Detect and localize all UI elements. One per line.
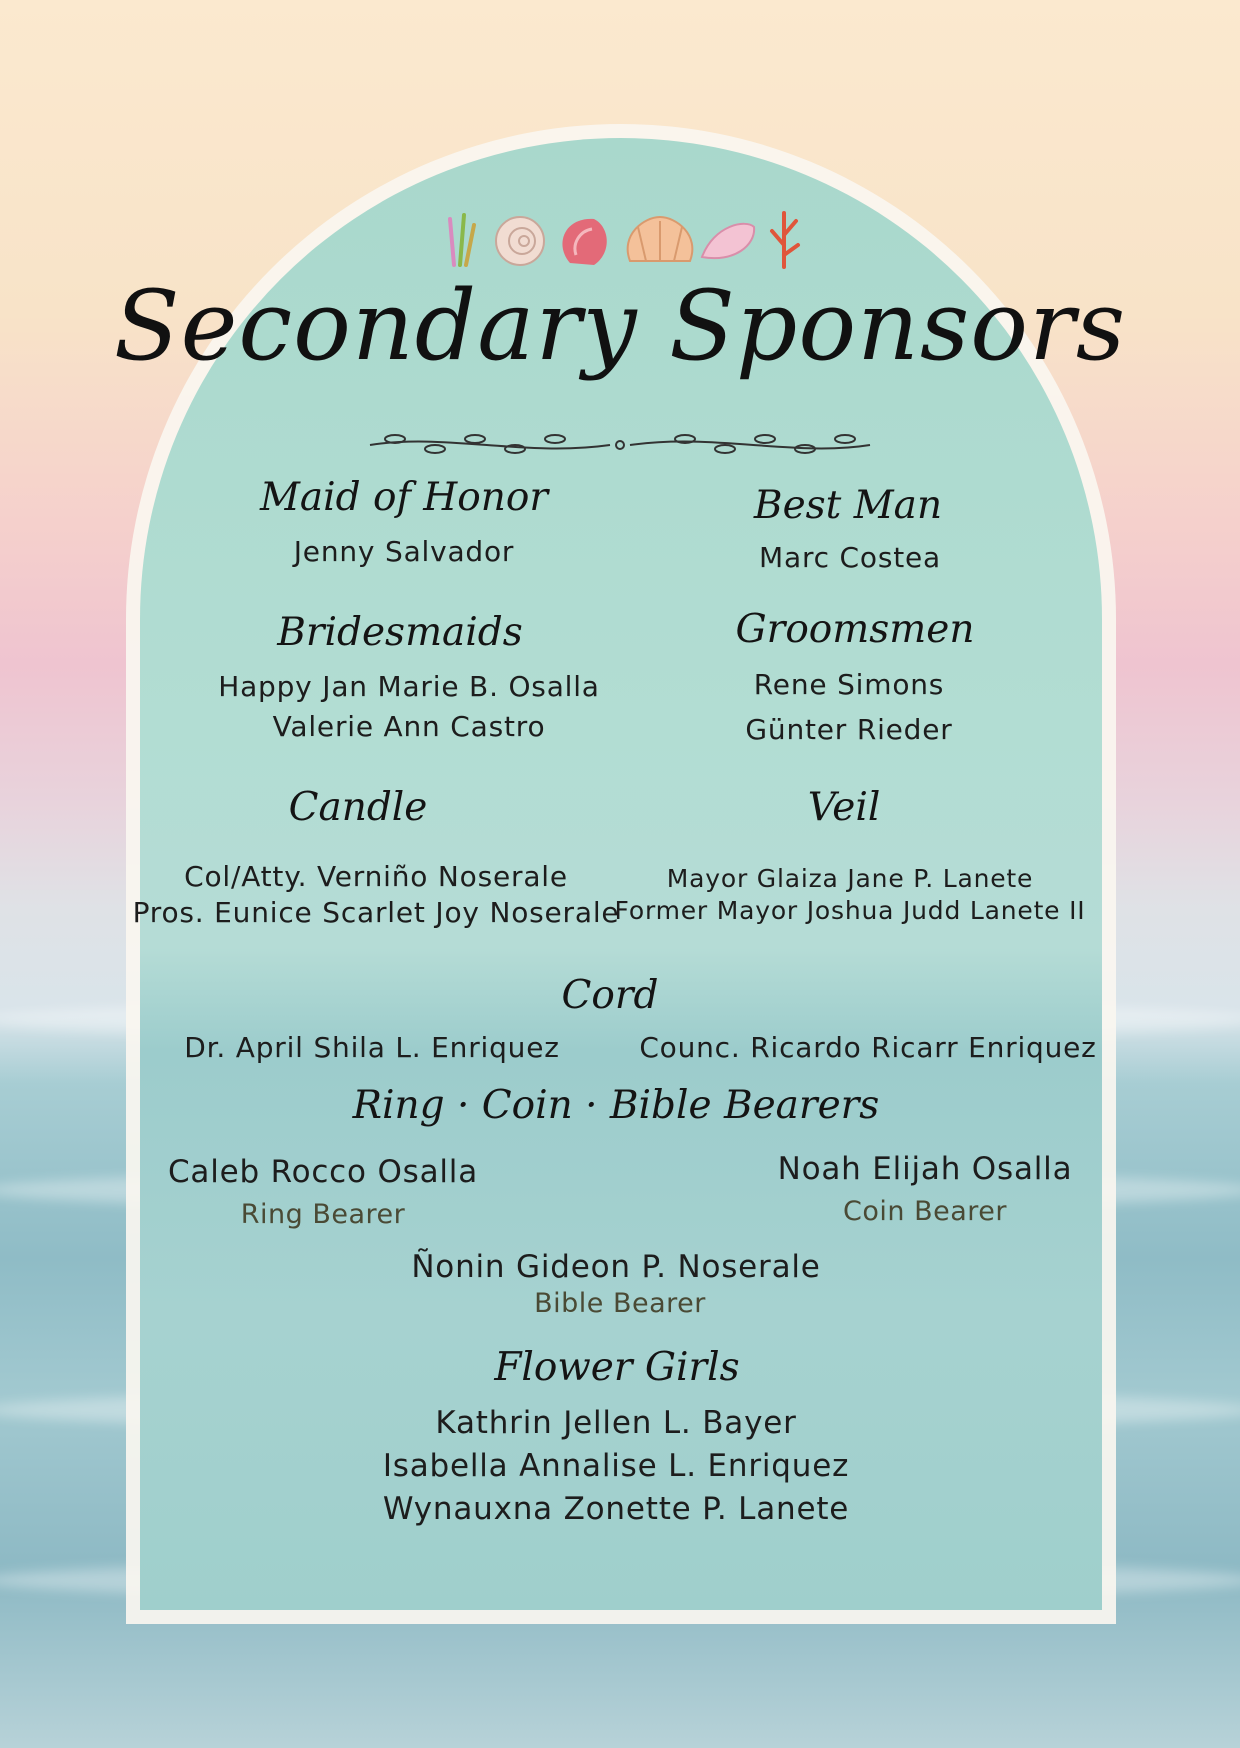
best-man-heading: Best Man	[753, 483, 943, 528]
flower-girls-heading: Flower Girls	[494, 1345, 740, 1390]
ring-bearer-role: Ring Bearer	[240, 1199, 406, 1230]
groomsman-name: Rene Simons	[753, 668, 945, 701]
ring-bearer-name: Caleb Rocco Osalla	[167, 1154, 479, 1190]
bridesmaid-name: Happy Jan Marie B. Osalla	[218, 670, 600, 703]
vine-divider-icon	[365, 425, 875, 465]
candle-sponsor-name: Col/Atty. Verniño Noserale	[184, 860, 568, 893]
flower-girl-name: Kathrin Jellen L. Bayer	[435, 1405, 797, 1441]
coin-bearer-name: Noah Elijah Osalla	[777, 1151, 1073, 1187]
bridesmaid-name: Valerie Ann Castro	[272, 710, 546, 743]
groomsmen-heading: Groomsmen	[735, 607, 975, 652]
veil-heading: Veil	[807, 785, 881, 830]
page-title: Secondary Sponsors	[113, 270, 1127, 382]
veil-sponsor-name: Mayor Glaiza Jane P. Lanete	[666, 864, 1034, 893]
maid-of-honor-heading: Maid of Honor	[259, 475, 549, 520]
cord-sponsor-name: Counc. Ricardo Ricarr Enriquez	[639, 1031, 1097, 1064]
bridesmaids-heading: Bridesmaids	[277, 610, 523, 655]
maid-of-honor-name: Jenny Salvador	[293, 535, 515, 568]
coin-bearer-role: Coin Bearer	[843, 1196, 1007, 1227]
scallop-shell-icon	[628, 217, 693, 261]
seaweed-icon	[450, 215, 474, 265]
veil-sponsor-name: Former Mayor Joshua Judd Lanete II	[614, 896, 1086, 925]
coral-icon	[772, 213, 798, 267]
best-man-name: Marc Costea	[759, 541, 941, 574]
bible-bearer-role: Bible Bearer	[534, 1288, 706, 1319]
spiral-shell-icon	[496, 217, 544, 265]
candle-heading: Candle	[288, 785, 428, 830]
bearers-heading: Ring · Coin · Bible Bearers	[352, 1083, 880, 1128]
flower-girl-name: Isabella Annalise L. Enriquez	[382, 1448, 850, 1484]
seashell-decoration-icon	[434, 205, 814, 275]
cord-sponsor-name: Dr. April Shila L. Enriquez	[184, 1031, 560, 1064]
pink-shell-icon	[702, 224, 754, 258]
cord-heading: Cord	[561, 973, 659, 1018]
flower-girl-name: Wynauxna Zonette P. Lanete	[382, 1491, 850, 1527]
conch-shell-icon	[562, 219, 606, 265]
bible-bearer-name: Ñonin Gideon P. Noserale	[411, 1249, 821, 1285]
candle-sponsor-name: Pros. Eunice Scarlet Joy Noserale	[132, 896, 620, 929]
groomsman-name: Günter Rieder	[745, 713, 953, 746]
